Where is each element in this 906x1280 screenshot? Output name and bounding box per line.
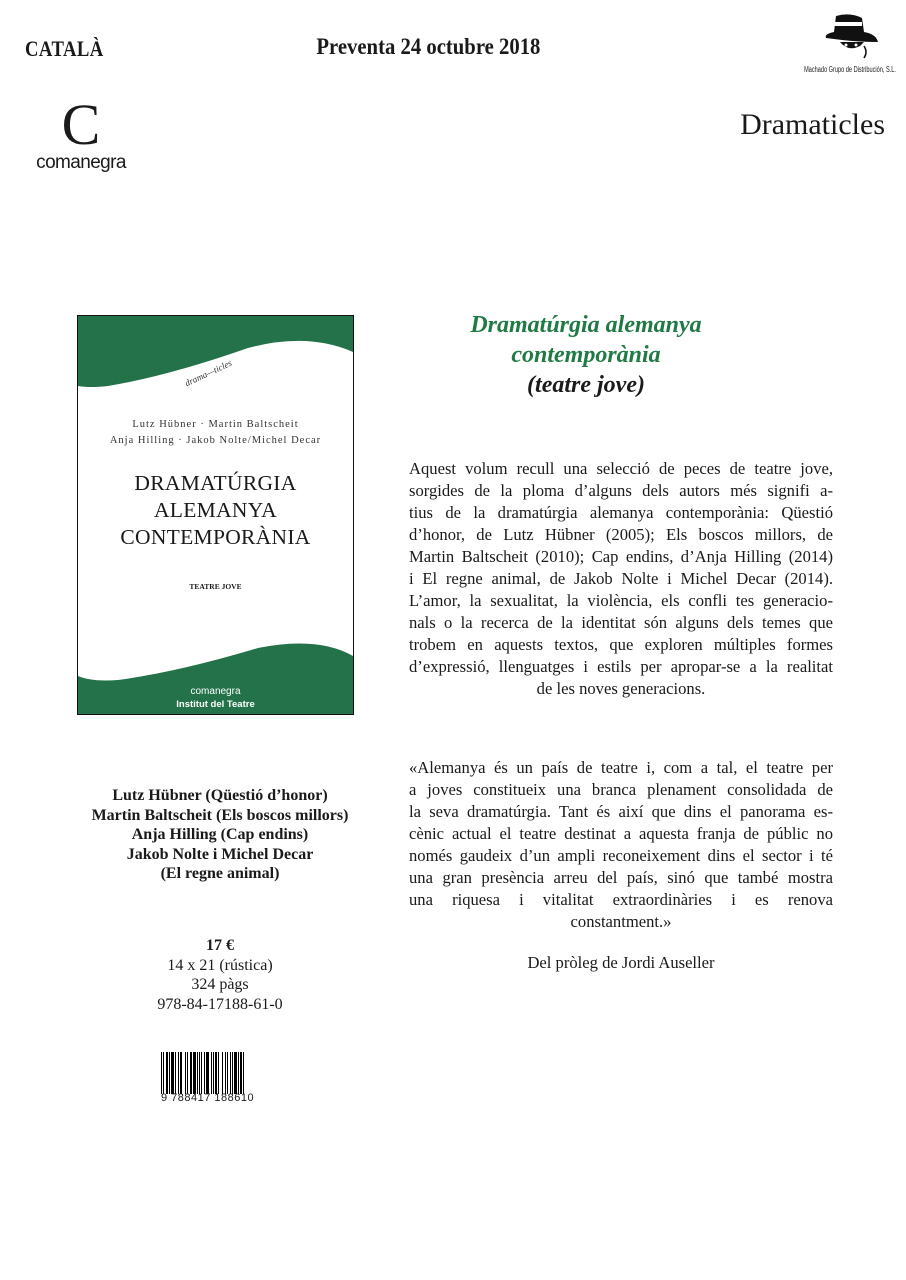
book-specs [60, 936, 380, 1014]
paragraph-line: tius de la dramatúrgia alemanya contemporània: Qüestió [409, 503, 833, 522]
cover-title-line: CONTEMPORÀNIA [120, 525, 311, 549]
paragraph-line: Aquest volum recull una selecció de peces de teatre jove, [409, 459, 833, 478]
author-line: Lutz Hübner (Qüestió d’honor) [112, 787, 328, 804]
hat-man-logo-icon [820, 12, 880, 60]
paragraph-line: de les noves generacions. [536, 679, 706, 698]
paragraph-line: sorgides de la ploma d’alguns dels autors més signifi a- [409, 481, 833, 500]
distributor-logo [800, 12, 900, 74]
paragraph-line: la seva dramatúrgia. Tant és així que dins el panorama es- [409, 802, 833, 821]
cover-subtitle: TEATRE JOVE [189, 582, 242, 591]
isbn: 978-84-17188-61-0 [157, 995, 283, 1013]
cover-authors [78, 417, 353, 449]
book-description [409, 458, 833, 700]
cover-authors-line: Lutz Hübner · Martin Baltscheit [132, 419, 299, 430]
cover-title-line: ALEMANYA [153, 498, 278, 522]
price: 17 € [206, 937, 234, 954]
cover-title-line: DRAMATÚRGIA [134, 471, 297, 495]
barcode-bar [243, 1052, 244, 1094]
paragraph-line: cènic actual el teatre destinat a aquesta franja de públic no [409, 824, 833, 843]
isbn-barcode [161, 1052, 273, 1104]
author-line: Anja Hilling (Cap endins) [131, 826, 309, 844]
cover-co-publisher: Institut del Teatre [176, 699, 255, 710]
book-title [400, 310, 772, 400]
paragraph-line: d’honor, de Lutz Hübner (2005); Els boscos millors, de [409, 525, 833, 544]
paragraph-line: d’expressió, llenguatges i estils per apropar-se a la realitat [409, 657, 833, 676]
cover-title [78, 470, 353, 551]
collection-name: Dramaticles [740, 108, 885, 141]
authors-list [60, 786, 380, 884]
book-title-line: Dramatúrgia alemanya [470, 312, 702, 338]
language-label: CATALÀ [25, 36, 104, 61]
prologue-quote [409, 757, 833, 933]
author-line: (El regne animal) [160, 865, 280, 883]
book-title-line: contemporània [511, 342, 661, 368]
paragraph-line: a joves constitueix una branca plenament consolidada de [409, 780, 833, 799]
author-line: Jakob Nolte i Michel Decar [126, 845, 314, 863]
distributor-caption: Machado Grupo de Distribución, S.L. [804, 65, 896, 74]
presale-date-heading: Preventa 24 octubre 2018 [316, 34, 541, 59]
publisher-c-mark-icon: C [61, 92, 101, 157]
paragraph-line: només gaudeix d’un ampli reconeixement dins el sector i té [409, 846, 833, 865]
paragraph-line: constantment.» [570, 912, 672, 931]
format: 14 x 21 (rústica) [167, 956, 273, 974]
book-cover-image [77, 315, 354, 715]
paragraph-line: nals o la recerca de la identitat són alguns dels temes que [409, 613, 833, 632]
quote-source: Del pròleg de Jordi Auseller [527, 953, 715, 972]
paragraph-line: trobem en aquests textos, que exploren múltiples formes [409, 635, 833, 654]
paragraph-line: Martin Baltscheit (2010); Cap endins, d’Anja Hilling (2014) [409, 547, 833, 566]
publisher-name: comanegra [36, 152, 126, 173]
barcode-digits: 9 788417 188610 [161, 1092, 255, 1104]
paragraph-line: L’amor, la sexualitat, la violència, els confli tes generacio- [409, 591, 833, 610]
author-line: Martin Baltscheit (Els boscos millors) [91, 806, 349, 824]
paragraph-line: «Alemanya és un país de teatre i, com a tal, el teatre per [409, 758, 833, 777]
cover-publisher: comanegra [190, 686, 241, 697]
publisher-logo [28, 92, 134, 174]
cover-collection-mark: drama—ticles [183, 357, 234, 389]
book-subtitle: (teatre jove) [527, 372, 645, 398]
paragraph-line: una riquesa i vitalitat extraordinàries i es renova [409, 890, 833, 909]
cover-authors-line: Anja Hilling · Jakob Nolte/Michel Decar [109, 435, 322, 446]
paragraph-line: i El regne animal, de Jakob Nolte i Michel Decar (2014). [409, 569, 833, 588]
page-count: 324 pàgs [191, 976, 249, 994]
paragraph-line: una gran presència arreu del país, sinó que també mostra [409, 868, 833, 887]
barcode-bars-icon [161, 1052, 273, 1094]
